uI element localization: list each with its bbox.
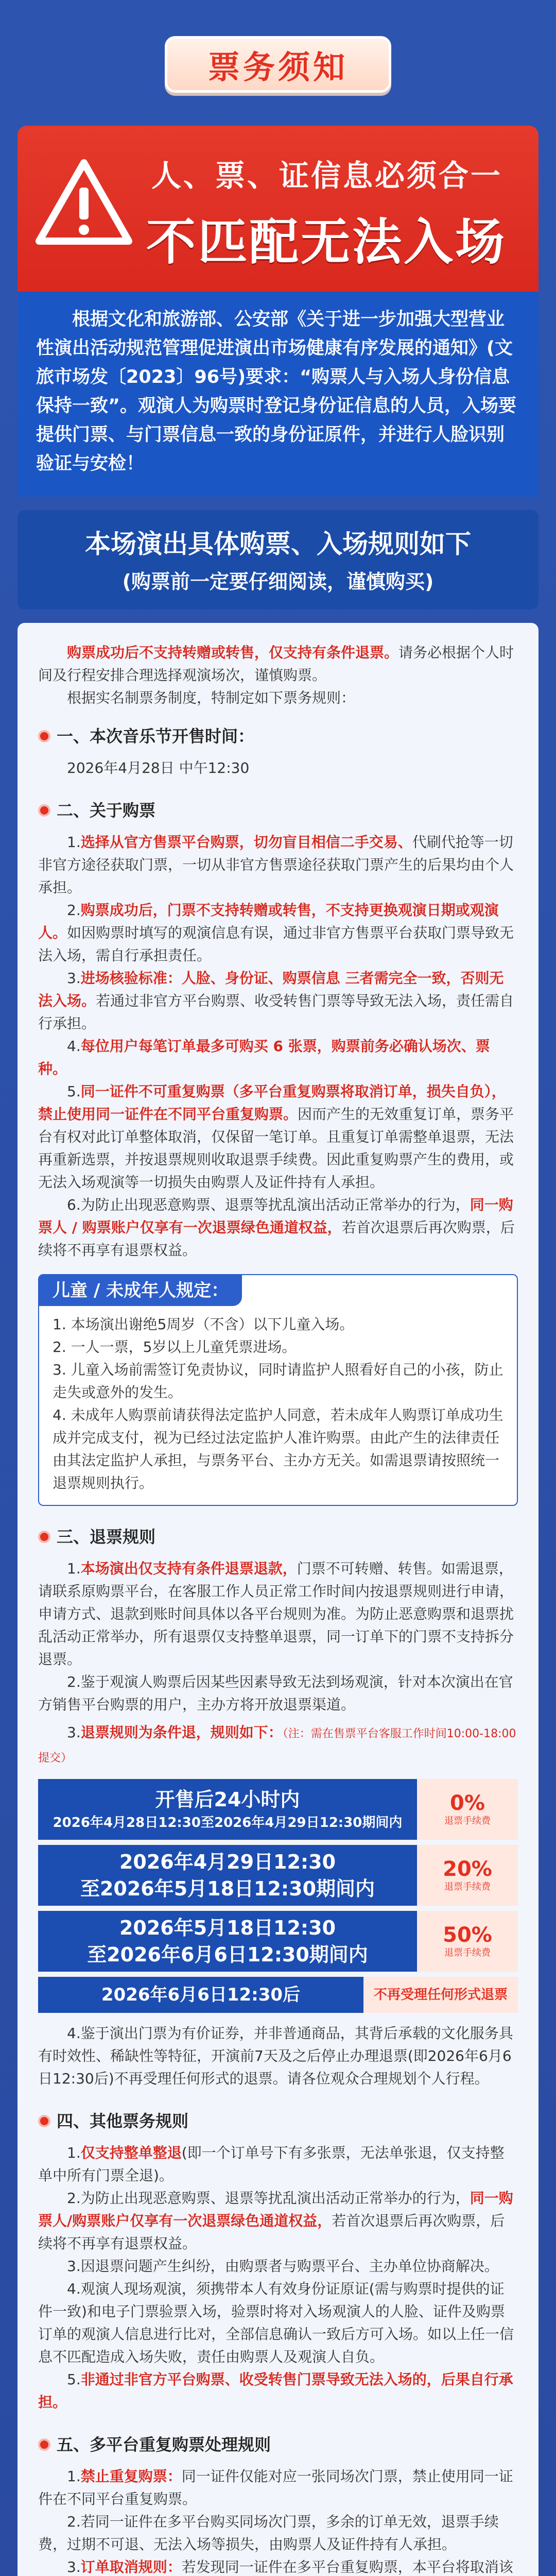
refund-fee-label: 退票手续费 xyxy=(444,1816,491,1826)
item-red: 进场核验标准：人脸、身份证、购票信息 三者需完全一致，否则无法入场。 xyxy=(38,970,504,1009)
item-rest: 观演人现场观演，须携带本人有效身份证原证(需与购票时提供的证件一致)和电子门票验票入场，验票时将对入场观演人的人脸、证件及购票订单的观演人信息进行比对，全部信息确认一致后方可入场。如以上任一信息不匹配造成入场失败，责任由购票人及观演人自负。 xyxy=(38,2280,514,2365)
kids-rules-body xyxy=(39,1306,517,1505)
rules-header-title: 本场演出具体购票、入场规则如下 xyxy=(85,529,471,559)
rules-header-subtitle: (购票前一定要仔细阅读，谨慎购买) xyxy=(122,570,434,593)
item-red: 仅支持整单整退 xyxy=(80,2144,182,2161)
item-num: 2. xyxy=(67,2190,81,2207)
kids-item: 2. 一人一票，5岁以上儿童凭票进场。 xyxy=(53,1338,297,1355)
kids-rules-box xyxy=(38,1274,518,1506)
warning-line-2: 不匹配无法入场 xyxy=(146,213,507,271)
kids-item: 4. 未成年人购票前请获得法定监护人同意，若未成年人购票订单成功生成并完成支付，视为已经过法定监护人准许购票。由此产生的法律责任由其法定监护人承担，与票务平台、主办方无关。如需退票请按照统一退票规则执行。 xyxy=(53,1406,503,1492)
section-5-item-2 xyxy=(38,2511,518,2556)
item-red: 同一购票人/购票账户仅享有一次退票绿色通道权益， xyxy=(38,2190,513,2229)
item-num: 2. xyxy=(67,902,81,919)
intro-line-2: 根据实名制票务制度，特制定如下票务规则： xyxy=(67,689,356,706)
section-2-item-1 xyxy=(38,831,518,899)
refund-fee-label: 退票手续费 xyxy=(444,1882,491,1892)
refund-period-end: 至2026年6月6日12:30期间内 xyxy=(87,1943,368,1966)
bullet-icon xyxy=(38,2115,50,2127)
item-rest: 若发现同一证件在多平台重复购票，本平台将取消该 xyxy=(181,2558,513,2575)
item-num: 3. xyxy=(67,2258,81,2275)
refund-period xyxy=(38,1845,417,1906)
kids-item: 3. 儿童入场前需签订免责协议，同时请监护人照看好自己的小孩，防止走失或意外的发生。 xyxy=(53,1361,503,1401)
section-2-item-5 xyxy=(38,1080,518,1194)
refund-row-2 xyxy=(38,1845,518,1906)
section-4-item-2 xyxy=(38,2187,518,2255)
item-rest: 门票不可转赠、转售。如需退票，请联系原购票平台，在客服工作人员正常工作时间内按退票规则进行申请，申请方式、退款到账时间具体以各平台规则为准。为防止恶意购票和退票扰乱活动正常举办，所有退票仅支持整单退票，同一订单下的门票不支持拆分退票。 xyxy=(38,1560,514,1668)
bullet-icon xyxy=(38,730,50,742)
item-red: 退票规则为条件退，规则如下： xyxy=(80,1724,283,1741)
section-3-title xyxy=(38,1526,518,1548)
refund-fee xyxy=(417,1845,518,1906)
section-4-label: 四、其他票务规则 xyxy=(57,2111,189,2131)
bullet-icon xyxy=(38,1531,50,1543)
section-2-item-6 xyxy=(38,1194,518,1262)
item-red: 订单取消规则： xyxy=(80,2558,182,2575)
refund-table xyxy=(38,1779,518,2013)
section-3-item-1 xyxy=(38,1557,518,1671)
item-num: 3. xyxy=(67,1724,81,1741)
item-red: 选择从官方售票平台购票，切勿盲目相信二手交易、 xyxy=(80,834,412,851)
item-num: 1. xyxy=(67,1560,81,1577)
intro-red: 购票成功后不支持转赠或转售，仅支持有条件退票。 xyxy=(67,644,399,661)
section-3-item-4 xyxy=(38,2022,518,2090)
item-num: 4. xyxy=(67,2025,81,2042)
item-red: 本场演出仅支持有条件退票退款， xyxy=(80,1560,297,1577)
refund-period-main: 开售后24小时内 xyxy=(155,1788,300,1811)
item-num: 1. xyxy=(67,2468,81,2485)
item-rest: 如因购票时填写的观演信息有误，通过非官方售票平台获取门票导致无法入场，需自行承担责任。 xyxy=(38,924,514,964)
section-2-item-2 xyxy=(38,899,518,967)
item-rest: 因退票问题产生纠纷，由购票者与购票平台、主办单位协商解决。 xyxy=(80,2258,499,2275)
section-2-item-3 xyxy=(38,967,518,1035)
item-tail: 若首次退票后再次购票，后续将不再享有退票权益。 xyxy=(38,2212,505,2252)
refund-fee-percent: 20% xyxy=(443,1857,492,1881)
section-4-item-4 xyxy=(38,2278,518,2368)
item-tail: 若首次退票后再次购票，后续将不再享有退票权益。 xyxy=(38,1219,515,1259)
intro-paragraph xyxy=(38,641,518,687)
rules-content xyxy=(18,623,538,2576)
item-rest: (即一个订单号下有多张票，无法单张退，仅支持整单中所有门票全退)。 xyxy=(38,2144,505,2184)
refund-row-3 xyxy=(38,1911,518,1972)
refund-period-start: 2026年5月18日12:30 xyxy=(119,1917,336,1939)
item-rest: 鉴于观演人购票后因某些因素导致无法到场观演，针对本次演出在官方销售平台购票的用户，主办方将开放退票渠道。 xyxy=(38,1673,513,1713)
refund-fee xyxy=(417,1911,518,1972)
item-num: 2. xyxy=(67,2513,81,2530)
section-4-item-5 xyxy=(38,2368,518,2414)
warning-line-1: 人、票、证信息必须合一 xyxy=(151,158,503,193)
kids-rules-title: 儿童 / 未成年人规定： xyxy=(39,1275,242,1306)
section-1-title xyxy=(38,725,518,748)
item-num: 1. xyxy=(67,2144,81,2161)
item-num: 6. xyxy=(67,1196,81,1213)
item-num: 4. xyxy=(67,1038,81,1055)
section-1-label: 一、本次音乐节开售时间： xyxy=(57,726,255,746)
item-red: 每位用户每笔订单最多可购买 6 张票，购票前务必确认场次、票种。 xyxy=(38,1038,490,1077)
item-red: 同一证件不可重复购票（多平台重复购票将取消订单，损失自负），禁止使用同一证件在不同平台重复购票。 xyxy=(38,1083,506,1123)
page-title: 票务须知 xyxy=(165,36,391,93)
title-area xyxy=(18,21,538,108)
bullet-icon xyxy=(38,804,50,817)
rules-header xyxy=(18,510,538,609)
kids-item: 1. 本场演出谢绝5周岁（不含）以下儿童入场。 xyxy=(53,1316,354,1333)
item-num: 3. xyxy=(67,2558,81,2575)
refund-period-detail: 2026年4月28日12:30至2026年4月29日12:30期间内 xyxy=(53,1815,403,1831)
section-3-item-3 xyxy=(38,1721,518,1770)
section-5-title xyxy=(38,2433,518,2456)
refund-no-refund: 不再受理任何形式退票 xyxy=(363,1977,518,2013)
item-rest: 为防止出现恶意购票、退票等扰乱演出活动正常举办的行为， xyxy=(80,2190,470,2207)
item-rest: 为防止出现恶意购票、退票等扰乱演出活动正常举办的行为， xyxy=(80,1196,470,1213)
refund-fee-percent: 0% xyxy=(450,1791,485,1815)
item-note: （注：需在售票平台客服工作时间10:00-18:00提交） xyxy=(38,1727,516,1765)
refund-row-4 xyxy=(38,1977,518,2013)
section-4-title xyxy=(38,2110,518,2132)
warning-icon xyxy=(35,159,133,246)
item-rest: 若通过非官方平台购票、收受转售门票等导致无法入场，责任需自行承担。 xyxy=(38,992,514,1032)
item-rest: 因而产生的无效重复订单，票务平台有权对此订单整体取消，仅保留一笔订单。且重复订单需整单退票，无法再重新选票，并按退票规则收取退票手续费。因此重复购票产生的费用，或无法入场观演等一切损失由购票人及证件持有人承担。 xyxy=(38,1106,514,1191)
policy-notice xyxy=(18,292,538,497)
refund-period-end: 至2026年5月18日12:30期间内 xyxy=(80,1877,375,1900)
refund-period xyxy=(38,1779,417,1840)
refund-fee-percent: 50% xyxy=(443,1923,492,1947)
refund-period-start: 2026年4月29日12:30 xyxy=(119,1851,336,1873)
section-4-item-1 xyxy=(38,2142,518,2187)
refund-period: 2026年6月6日12:30后 xyxy=(38,1977,363,2013)
bullet-icon xyxy=(38,2438,50,2451)
intro-rest: 请务必根据个人时间及行程安排合理选择观演场次，谨慎购票。 xyxy=(38,644,514,684)
refund-row-1 xyxy=(38,1779,518,1840)
item-red: 同一购票人 / 购票账户仅享有一次退票绿色通道权益， xyxy=(38,1196,513,1236)
item-num: 5. xyxy=(67,2371,81,2388)
section-3-item-2 xyxy=(38,1671,518,1716)
section-5-item-1 xyxy=(38,2465,518,2511)
policy-text: 根据文化和旅游部、公安部《关于进一步加强大型营业性演出活动规范管理促进演出市场健康有序发展的通知》(文旅市场发〔2023〕96号)要求：“购票人与入场人身份信息保持一致”。观演人为购票时登记身份证信息的人员，入场要提供门票、与门票信息一致的身份证原件，并进行人脸识别验证与安检！ xyxy=(36,309,517,474)
section-2-label: 二、关于购票 xyxy=(57,801,156,820)
item-rest: 同一证件仅能对应一张同场次门票，禁止使用同一证件在不同平台重复购票。 xyxy=(38,2468,513,2507)
item-rest: 若同一证件在多平台购买同场次门票，多余的订单无效，退票手续费，过期不可退、无法入场等损失，由购票人及证件持有人承担。 xyxy=(38,2513,499,2553)
item-num: 1. xyxy=(67,834,81,851)
section-3-label: 三、退票规则 xyxy=(57,1527,156,1547)
item-num: 3. xyxy=(67,970,81,987)
item-rest: 鉴于演出门票为有价证券，并非普通商品，其背后承载的文化服务具有时效性、稀缺性等特征，开演前7天及之后停止办理退票(即2026年6月6日12:30后)不再受理任何形式的退票。请各位观众合理规划个人行程。 xyxy=(38,2025,513,2087)
warning-banner xyxy=(18,126,538,316)
refund-fee-label: 退票手续费 xyxy=(444,1947,491,1958)
item-rest: 代刷代抢等一切非官方途径获取门票，一切从非官方售票途径获取门票产生的后果均由个人承担。 xyxy=(38,834,514,896)
section-4-item-3 xyxy=(38,2255,518,2278)
item-num: 5. xyxy=(67,1083,81,1100)
item-red: 购票成功后，门票不支持转赠或转售，不支持更换观演日期或观演人。 xyxy=(38,902,499,941)
section-1-text: 2026年4月28日 中午12:30 xyxy=(67,759,250,776)
section-2-title xyxy=(38,799,518,822)
section-2-item-4 xyxy=(38,1035,518,1080)
section-5-item-3 xyxy=(38,2556,518,2576)
section-5-label: 五、多平台重复购票处理规则 xyxy=(57,2435,271,2454)
refund-period xyxy=(38,1911,417,1972)
refund-fee xyxy=(417,1779,518,1840)
item-red: 非通过非官方平台购票、收受转售门票导致无法入场的，后果自行承担。 xyxy=(38,2371,513,2411)
item-num: 4. xyxy=(67,2280,81,2297)
item-num: 2. xyxy=(67,1673,81,1690)
item-red: 禁止重复购票： xyxy=(80,2468,182,2485)
